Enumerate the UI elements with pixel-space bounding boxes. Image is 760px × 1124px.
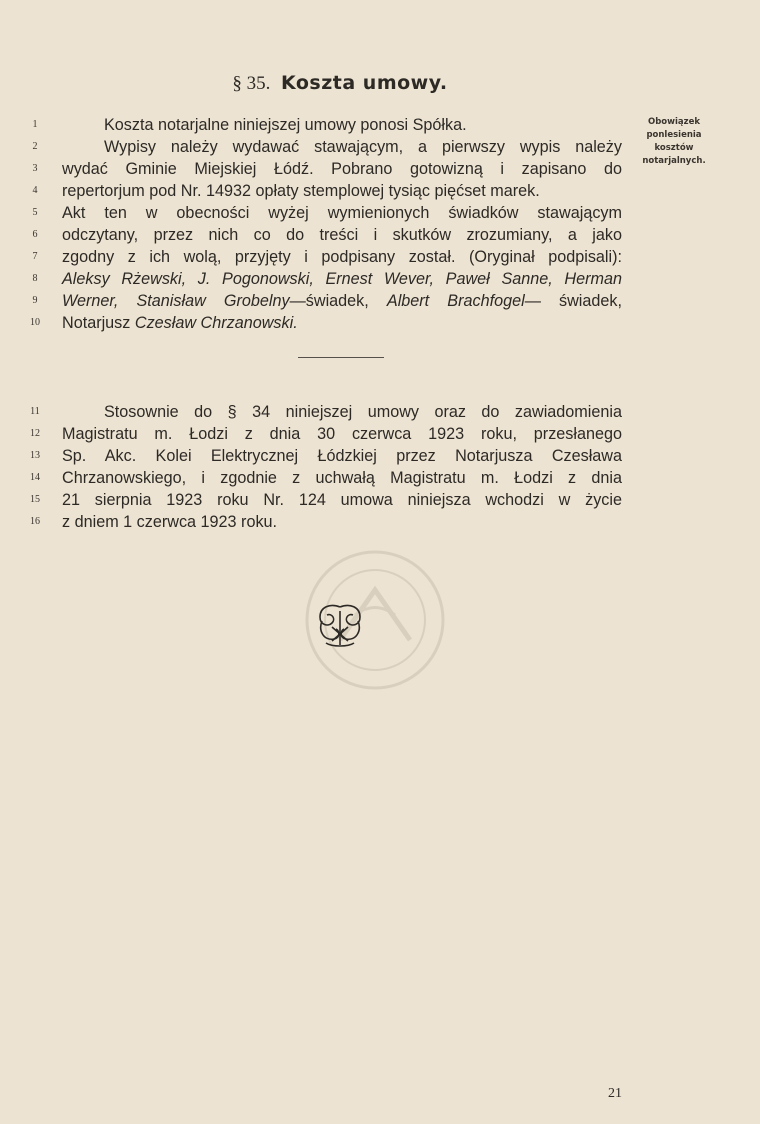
text-line: zgodny z ich wolą, przyjęty i podpisany został. (Oryginał podpisali):	[62, 248, 622, 266]
line-number: 8	[32, 273, 38, 284]
margin-note: Obowiązek ponlesienia kosztów notarjalnych.	[642, 117, 706, 166]
text-line: Sp. Akc. Kolei Elektrycznej Łódzkiej przez Notarjusza Czesława	[62, 447, 622, 465]
section-heading	[0, 72, 680, 95]
text-line: repertorjum pod Nr. 14932 opłaty stemplowej tysiąc pięćset marek.	[62, 182, 540, 200]
text-line: Akt ten w obecności wyżej wymienionych świadków stawającym	[62, 204, 622, 222]
text-line	[62, 290, 622, 312]
section-number: § 35.	[232, 73, 271, 94]
text-line	[62, 268, 622, 290]
text-line: odczytany, przez nich co do treści i skutków zrozumiany, a jako	[62, 226, 622, 244]
witness-role: —świadek,	[289, 292, 387, 310]
line-number: 4	[32, 185, 38, 196]
line-number: 15	[30, 494, 40, 505]
line-number: 12	[30, 428, 40, 439]
text-line: z dniem 1 czerwca 1923 roku.	[62, 513, 278, 531]
text-line: Koszta notarjalne niniejszej umowy ponosi Spółka.	[104, 116, 467, 134]
line-number: 13	[30, 450, 40, 461]
line-number: 14	[30, 472, 40, 483]
text-line: Magistratu m. Łodzi z dnia 30 czerwca 1923 roku, przesłanego	[62, 425, 622, 443]
text-line: wydać Gminie Miejskiej Łódź. Pobrano gotowizną i zapisano do	[62, 160, 622, 178]
text-line: Stosownie do § 34 niniejszej umowy oraz do zawiadomienia	[104, 403, 622, 421]
page-number: 21	[608, 1086, 622, 1101]
section-divider	[298, 357, 384, 358]
line-number: 7	[32, 251, 38, 262]
ornament-icon	[312, 601, 368, 649]
line-number: 2	[32, 141, 38, 152]
text-line: 21 sierpnia 1923 roku Nr. 124 umowa niniejsza wchodzi w życie	[62, 491, 622, 509]
signatories-continued: Werner, Stanisław Grobelny	[62, 292, 290, 310]
notary-label: Notarjusz	[62, 314, 135, 332]
text-line: Chrzanowskiego, i zgodnie z uchwałą Magistratu m. Łodzi z dnia	[62, 469, 622, 487]
line-number: 16	[30, 516, 40, 527]
notary-name: Czesław Chrzanowski.	[134, 314, 298, 332]
line-number: 11	[30, 406, 40, 417]
line-number: 1	[32, 119, 38, 130]
signatories: Aleksy Rżewski, J. Pogonowski, Ernest Wever, Paweł Sanne, Herman	[62, 270, 622, 288]
line-number: 6	[32, 229, 38, 240]
text-line: Wypisy należy wydawać stawającym, a pierwszy wypis należy	[104, 138, 622, 156]
witness-name: Albert Brachfogel	[386, 292, 525, 310]
line-number: 3	[32, 163, 38, 174]
section-title: Koszta umowy.	[280, 72, 448, 94]
line-number: 5	[32, 207, 38, 218]
witness-role: — świadek,	[524, 292, 622, 310]
text-line	[62, 312, 622, 334]
line-number: 9	[32, 295, 38, 306]
line-number: 10	[30, 317, 40, 328]
